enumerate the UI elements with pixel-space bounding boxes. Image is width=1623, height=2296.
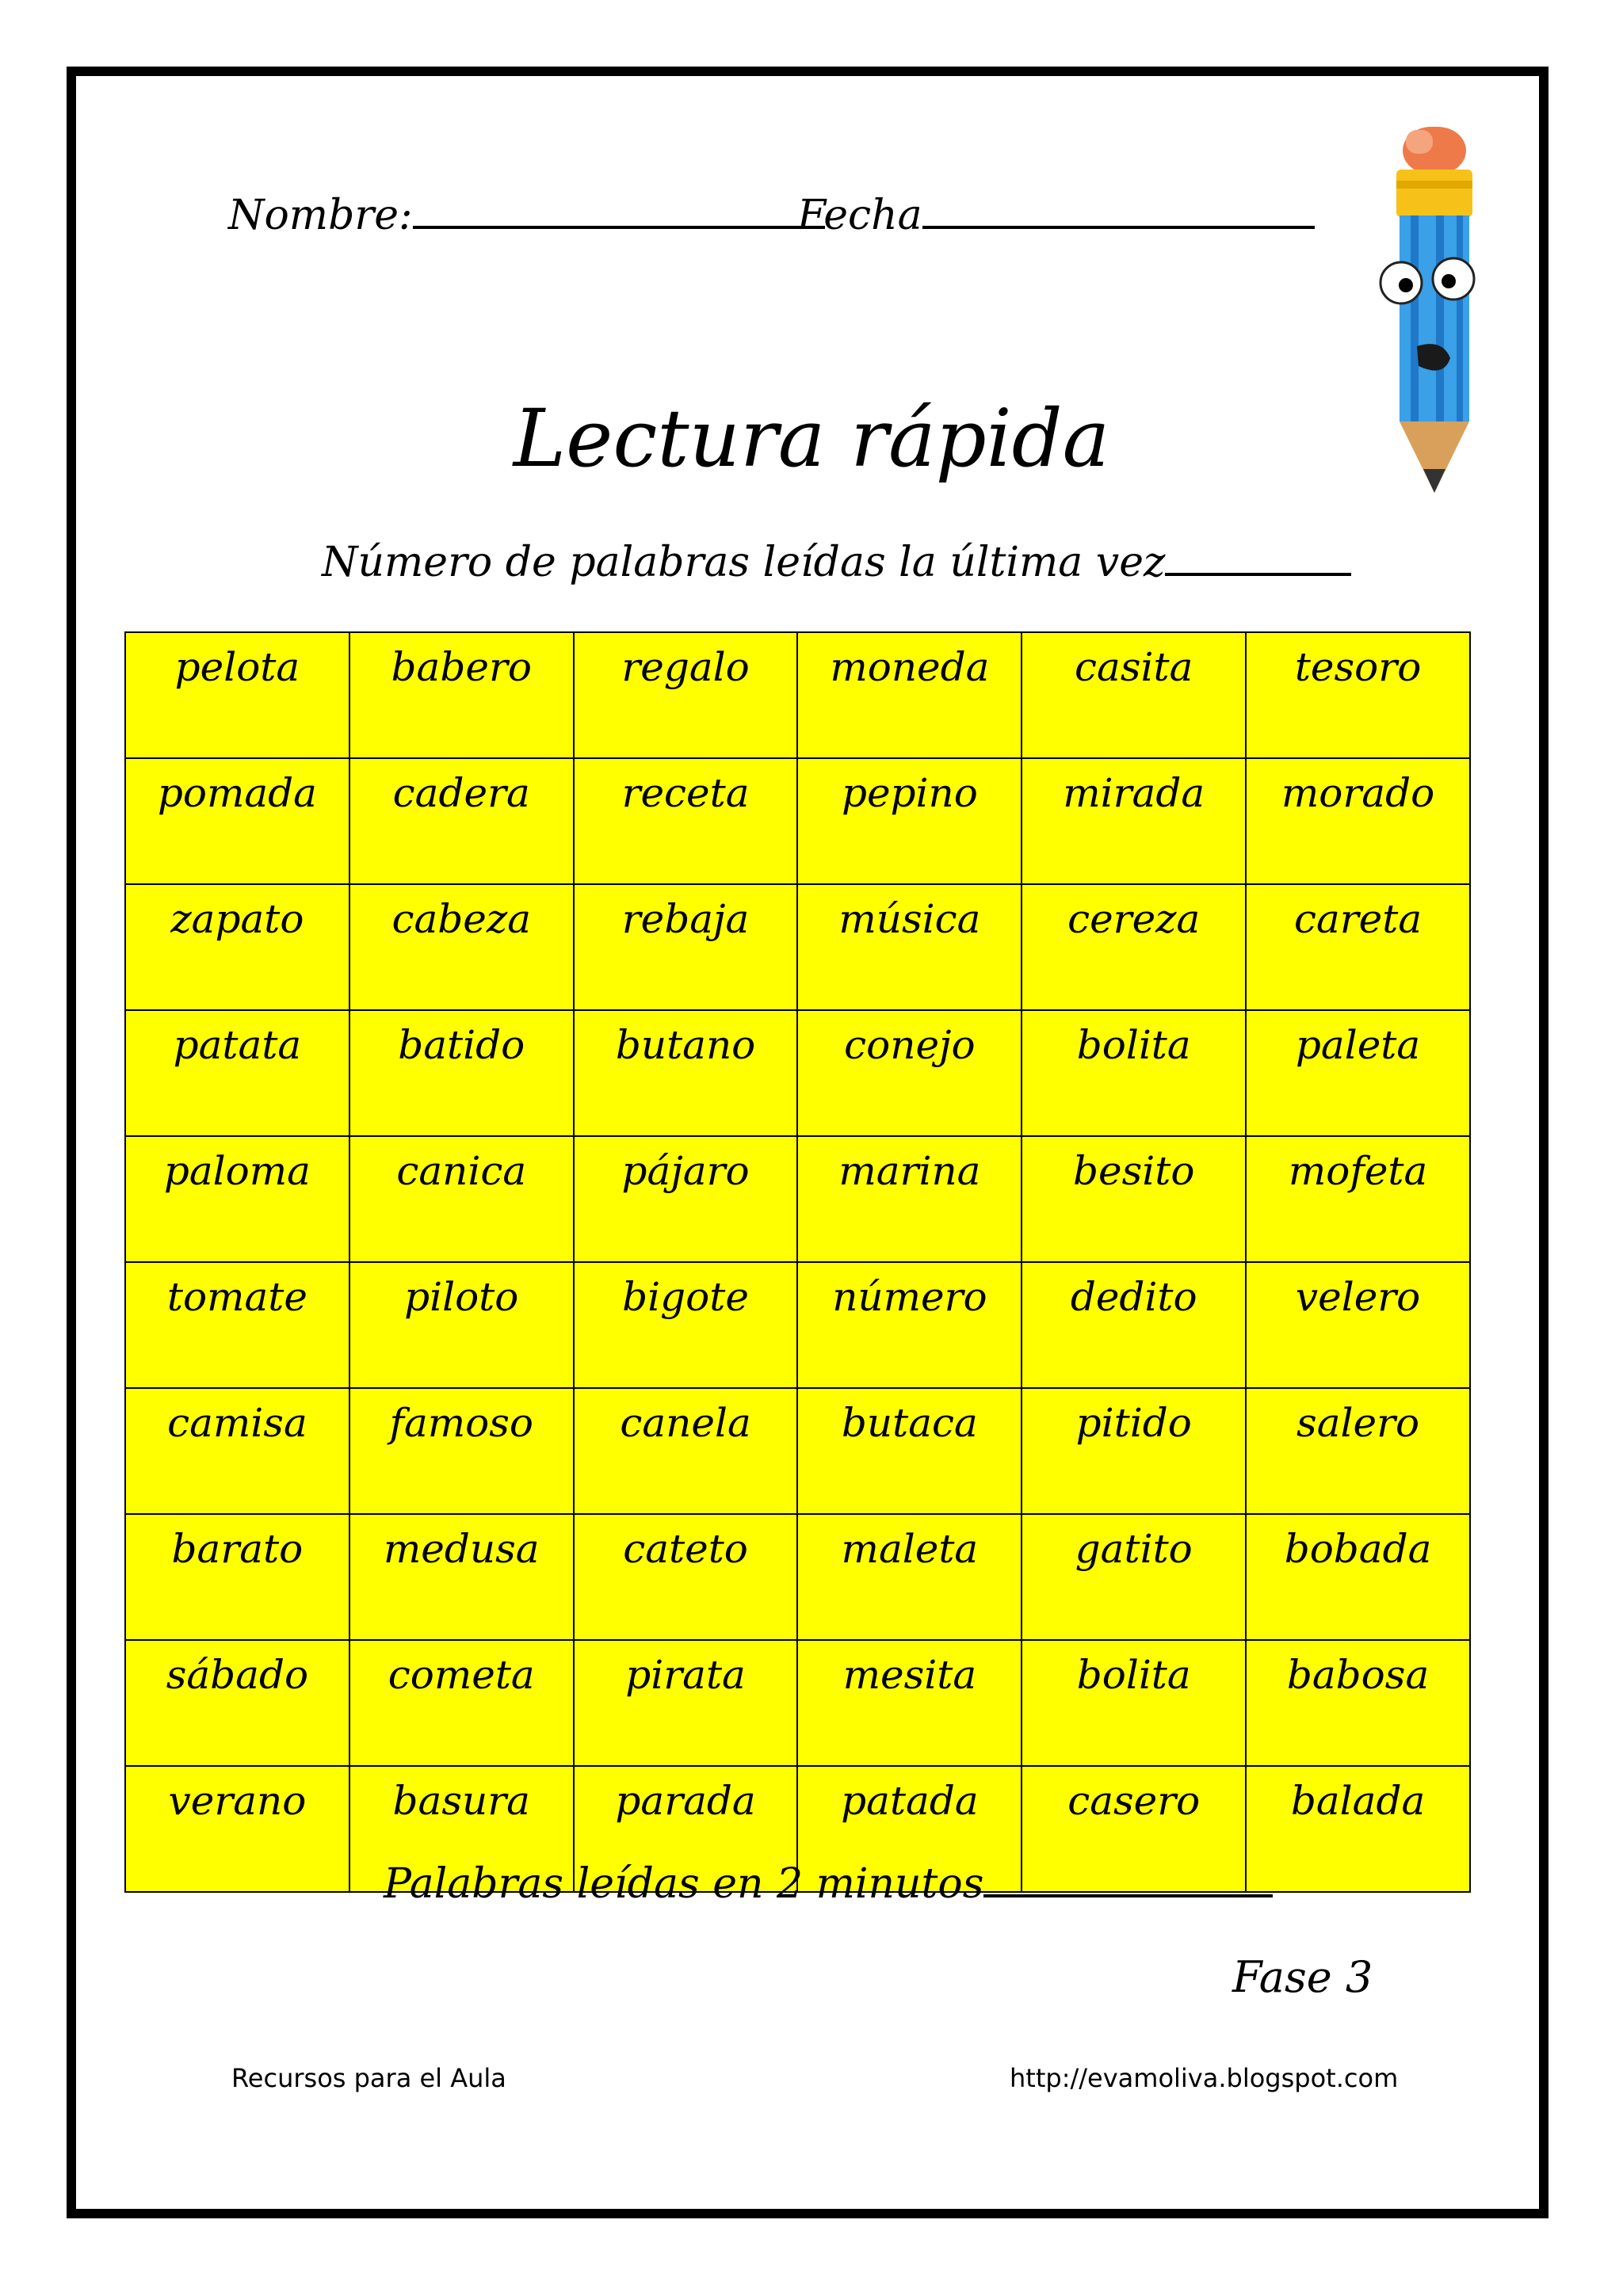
- read-count-field: [384, 1860, 1273, 1908]
- table-row: [125, 1388, 1470, 1514]
- word-cell: pitido: [1022, 1388, 1246, 1514]
- word-cell: basura: [349, 1766, 574, 1892]
- word-cell: pomada: [125, 758, 349, 884]
- word-cell: conejo: [797, 1010, 1022, 1136]
- word-cell: cereza: [1022, 884, 1246, 1010]
- last-time-blank-line[interactable]: [1165, 573, 1351, 576]
- word-cell: barato: [125, 1514, 349, 1640]
- word-cell: dedito: [1022, 1262, 1246, 1388]
- word-cell: regalo: [574, 632, 798, 758]
- table-row: [125, 1514, 1470, 1640]
- word-cell: paleta: [1246, 1010, 1470, 1136]
- word-cell: número: [797, 1262, 1022, 1388]
- name-blank-line[interactable]: [413, 226, 825, 229]
- word-cell: pirata: [574, 1640, 798, 1766]
- footer-url: http://evamoliva.blogspot.com: [1010, 2063, 1399, 2093]
- word-cell: balada: [1246, 1766, 1470, 1892]
- word-cell: patata: [125, 1010, 349, 1136]
- word-cell: cadera: [349, 758, 574, 884]
- date-label: Fecha: [797, 192, 922, 239]
- word-cell: moneda: [797, 632, 1022, 758]
- word-cell: patada: [797, 1766, 1022, 1892]
- word-cell: bobada: [1246, 1514, 1470, 1640]
- word-cell: babero: [349, 632, 574, 758]
- word-cell: bolita: [1022, 1640, 1246, 1766]
- pencil-mascot-icon: [1371, 120, 1498, 509]
- table-row: [125, 758, 1470, 884]
- page-title: Lectura rápida: [513, 392, 1110, 485]
- word-cell: música: [797, 884, 1022, 1010]
- word-cell: receta: [574, 758, 798, 884]
- name-field: [228, 192, 825, 239]
- table-row: [125, 632, 1470, 758]
- word-cell: parada: [574, 1766, 798, 1892]
- word-cell: zapato: [125, 884, 349, 1010]
- word-cell: velero: [1246, 1262, 1470, 1388]
- word-cell: batido: [349, 1010, 574, 1136]
- word-cell: maleta: [797, 1514, 1022, 1640]
- word-cell: paloma: [125, 1136, 349, 1262]
- table-row: [125, 1010, 1470, 1136]
- read-count-label: Palabras leídas en 2 minutos: [384, 1860, 984, 1908]
- word-cell: besito: [1022, 1136, 1246, 1262]
- word-cell: morado: [1246, 758, 1470, 884]
- word-table-body: [125, 632, 1470, 1892]
- phase-label: Fase 3: [1232, 1952, 1373, 2002]
- word-cell: famoso: [349, 1388, 574, 1514]
- word-cell: canica: [349, 1136, 574, 1262]
- word-table: [124, 631, 1471, 1893]
- word-cell: marina: [797, 1136, 1022, 1262]
- read-count-blank-line[interactable]: [983, 1894, 1273, 1897]
- last-time-label: Número de palabras leídas la última vez: [322, 539, 1166, 586]
- word-cell: bigote: [574, 1262, 798, 1388]
- word-cell: butaca: [797, 1388, 1022, 1514]
- word-cell: rebaja: [574, 884, 798, 1010]
- word-cell: medusa: [349, 1514, 574, 1640]
- word-cell: butano: [574, 1010, 798, 1136]
- word-cell: casita: [1022, 632, 1246, 758]
- word-cell: cateto: [574, 1514, 798, 1640]
- footer-left-text: Recursos para el Aula: [231, 2063, 506, 2093]
- word-cell: casero: [1022, 1766, 1246, 1892]
- word-cell: pelota: [125, 632, 349, 758]
- word-cell: mirada: [1022, 758, 1246, 884]
- word-cell: careta: [1246, 884, 1470, 1010]
- word-cell: cometa: [349, 1640, 574, 1766]
- table-row: [125, 884, 1470, 1010]
- word-cell: salero: [1246, 1388, 1470, 1514]
- word-cell: cabeza: [349, 884, 574, 1010]
- word-cell: tomate: [125, 1262, 349, 1388]
- word-cell: bolita: [1022, 1010, 1246, 1136]
- date-blank-line[interactable]: [922, 226, 1315, 229]
- word-cell: tesoro: [1246, 632, 1470, 758]
- word-cell: mofeta: [1246, 1136, 1470, 1262]
- last-time-field: [322, 539, 1351, 586]
- word-cell: canela: [574, 1388, 798, 1514]
- table-row: [125, 1640, 1470, 1766]
- date-field: [797, 192, 1315, 239]
- table-row: [125, 1136, 1470, 1262]
- word-cell: camisa: [125, 1388, 349, 1514]
- word-cell: pepino: [797, 758, 1022, 884]
- name-label: Nombre:: [228, 192, 413, 239]
- table-row: [125, 1262, 1470, 1388]
- word-cell: piloto: [349, 1262, 574, 1388]
- word-cell: mesita: [797, 1640, 1022, 1766]
- word-cell: verano: [125, 1766, 349, 1892]
- word-cell: babosa: [1246, 1640, 1470, 1766]
- word-cell: pájaro: [574, 1136, 798, 1262]
- word-cell: sábado: [125, 1640, 349, 1766]
- word-cell: gatito: [1022, 1514, 1246, 1640]
